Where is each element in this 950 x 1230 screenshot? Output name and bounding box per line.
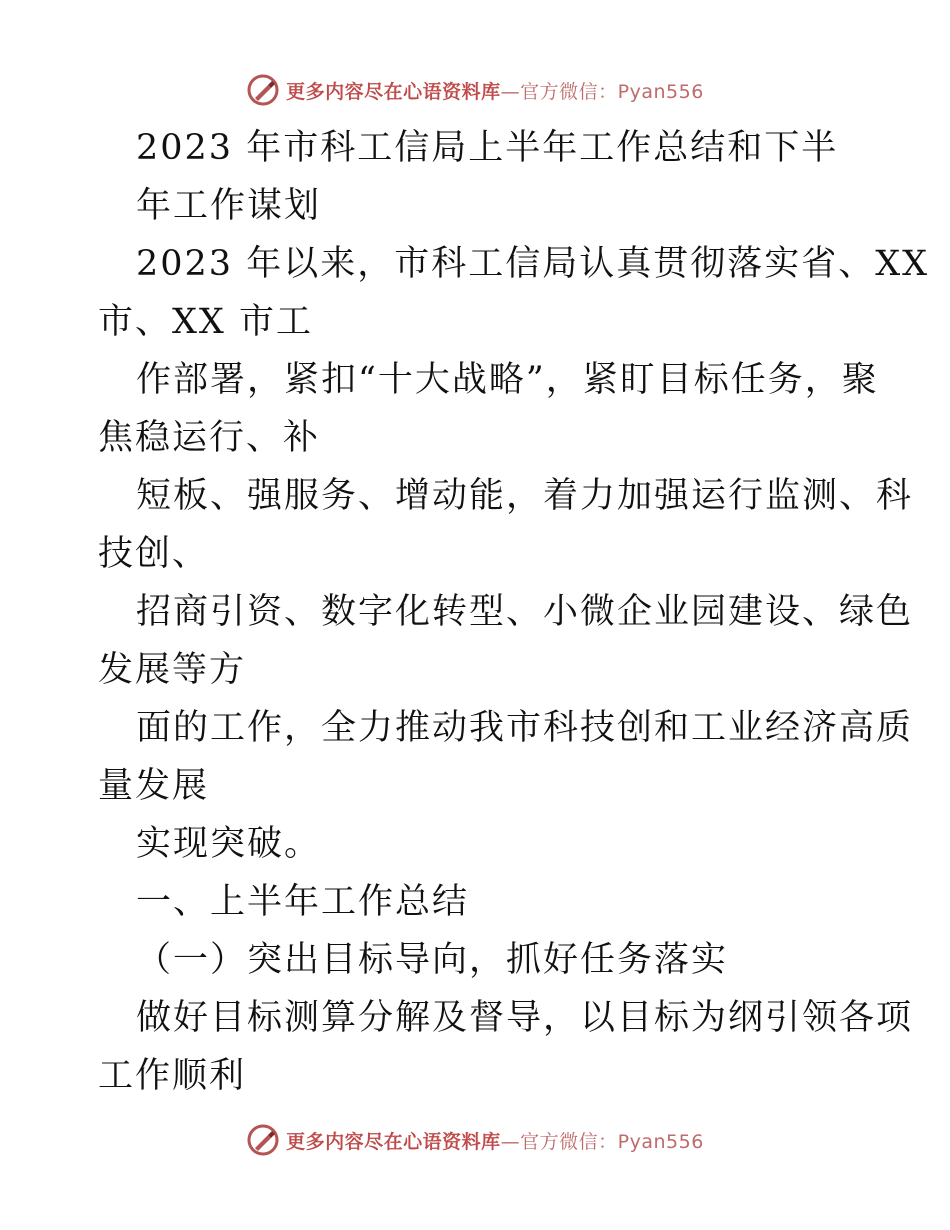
banner-main-text: 更多内容尽在心语资料库	[286, 80, 501, 103]
doc-title-line-1: 2023 年市科工信局上半年工作总结和下半	[136, 128, 839, 168]
doc-paragraph-line: 做好目标测算分解及督导，以目标为纲引领各项	[136, 998, 914, 1038]
doc-paragraph-line: 技创、	[98, 534, 210, 574]
doc-paragraph-line: 招商引资、数字化转型、小微企业园建设、绿色	[136, 592, 914, 632]
header-watermark-banner	[0, 70, 950, 110]
section-heading: 一、上半年工作总结	[136, 882, 470, 922]
footer-watermark-banner	[0, 1120, 950, 1160]
banner-sub-text: —官方微信：Pyan556	[500, 1130, 704, 1153]
doc-paragraph-line: 发展等方	[98, 650, 247, 690]
doc-paragraph-line: 2023 年以来，市科工信局认真贯彻落实省、XX	[136, 244, 930, 284]
subsection-heading: （一）突出目标导向，抓好任务落实	[136, 940, 729, 980]
pen-seal-logo-icon	[246, 1123, 280, 1157]
doc-paragraph-line: 实现突破。	[136, 824, 322, 864]
banner-sub-text: —官方微信：Pyan556	[500, 80, 704, 103]
doc-paragraph-line: 市、XX 市工	[98, 302, 313, 342]
pen-seal-logo-icon	[246, 73, 280, 107]
banner-main-text: 更多内容尽在心语资料库	[286, 1130, 501, 1153]
doc-paragraph-line: 短板、强服务、增动能，着力加强运行监测、科	[136, 476, 914, 516]
doc-paragraph-line: 作部署，紧扣“十大战略”，紧盯目标任务，聚	[136, 360, 879, 400]
doc-title-line-2: 年工作谋划	[136, 186, 322, 226]
doc-paragraph-line: 面的工作，全力推动我市科技创和工业经济高质	[136, 708, 914, 748]
doc-paragraph-line: 焦稳运行、补	[98, 418, 321, 458]
doc-paragraph-line: 量发展	[98, 766, 210, 806]
doc-paragraph-line: 工作顺利	[98, 1056, 247, 1096]
